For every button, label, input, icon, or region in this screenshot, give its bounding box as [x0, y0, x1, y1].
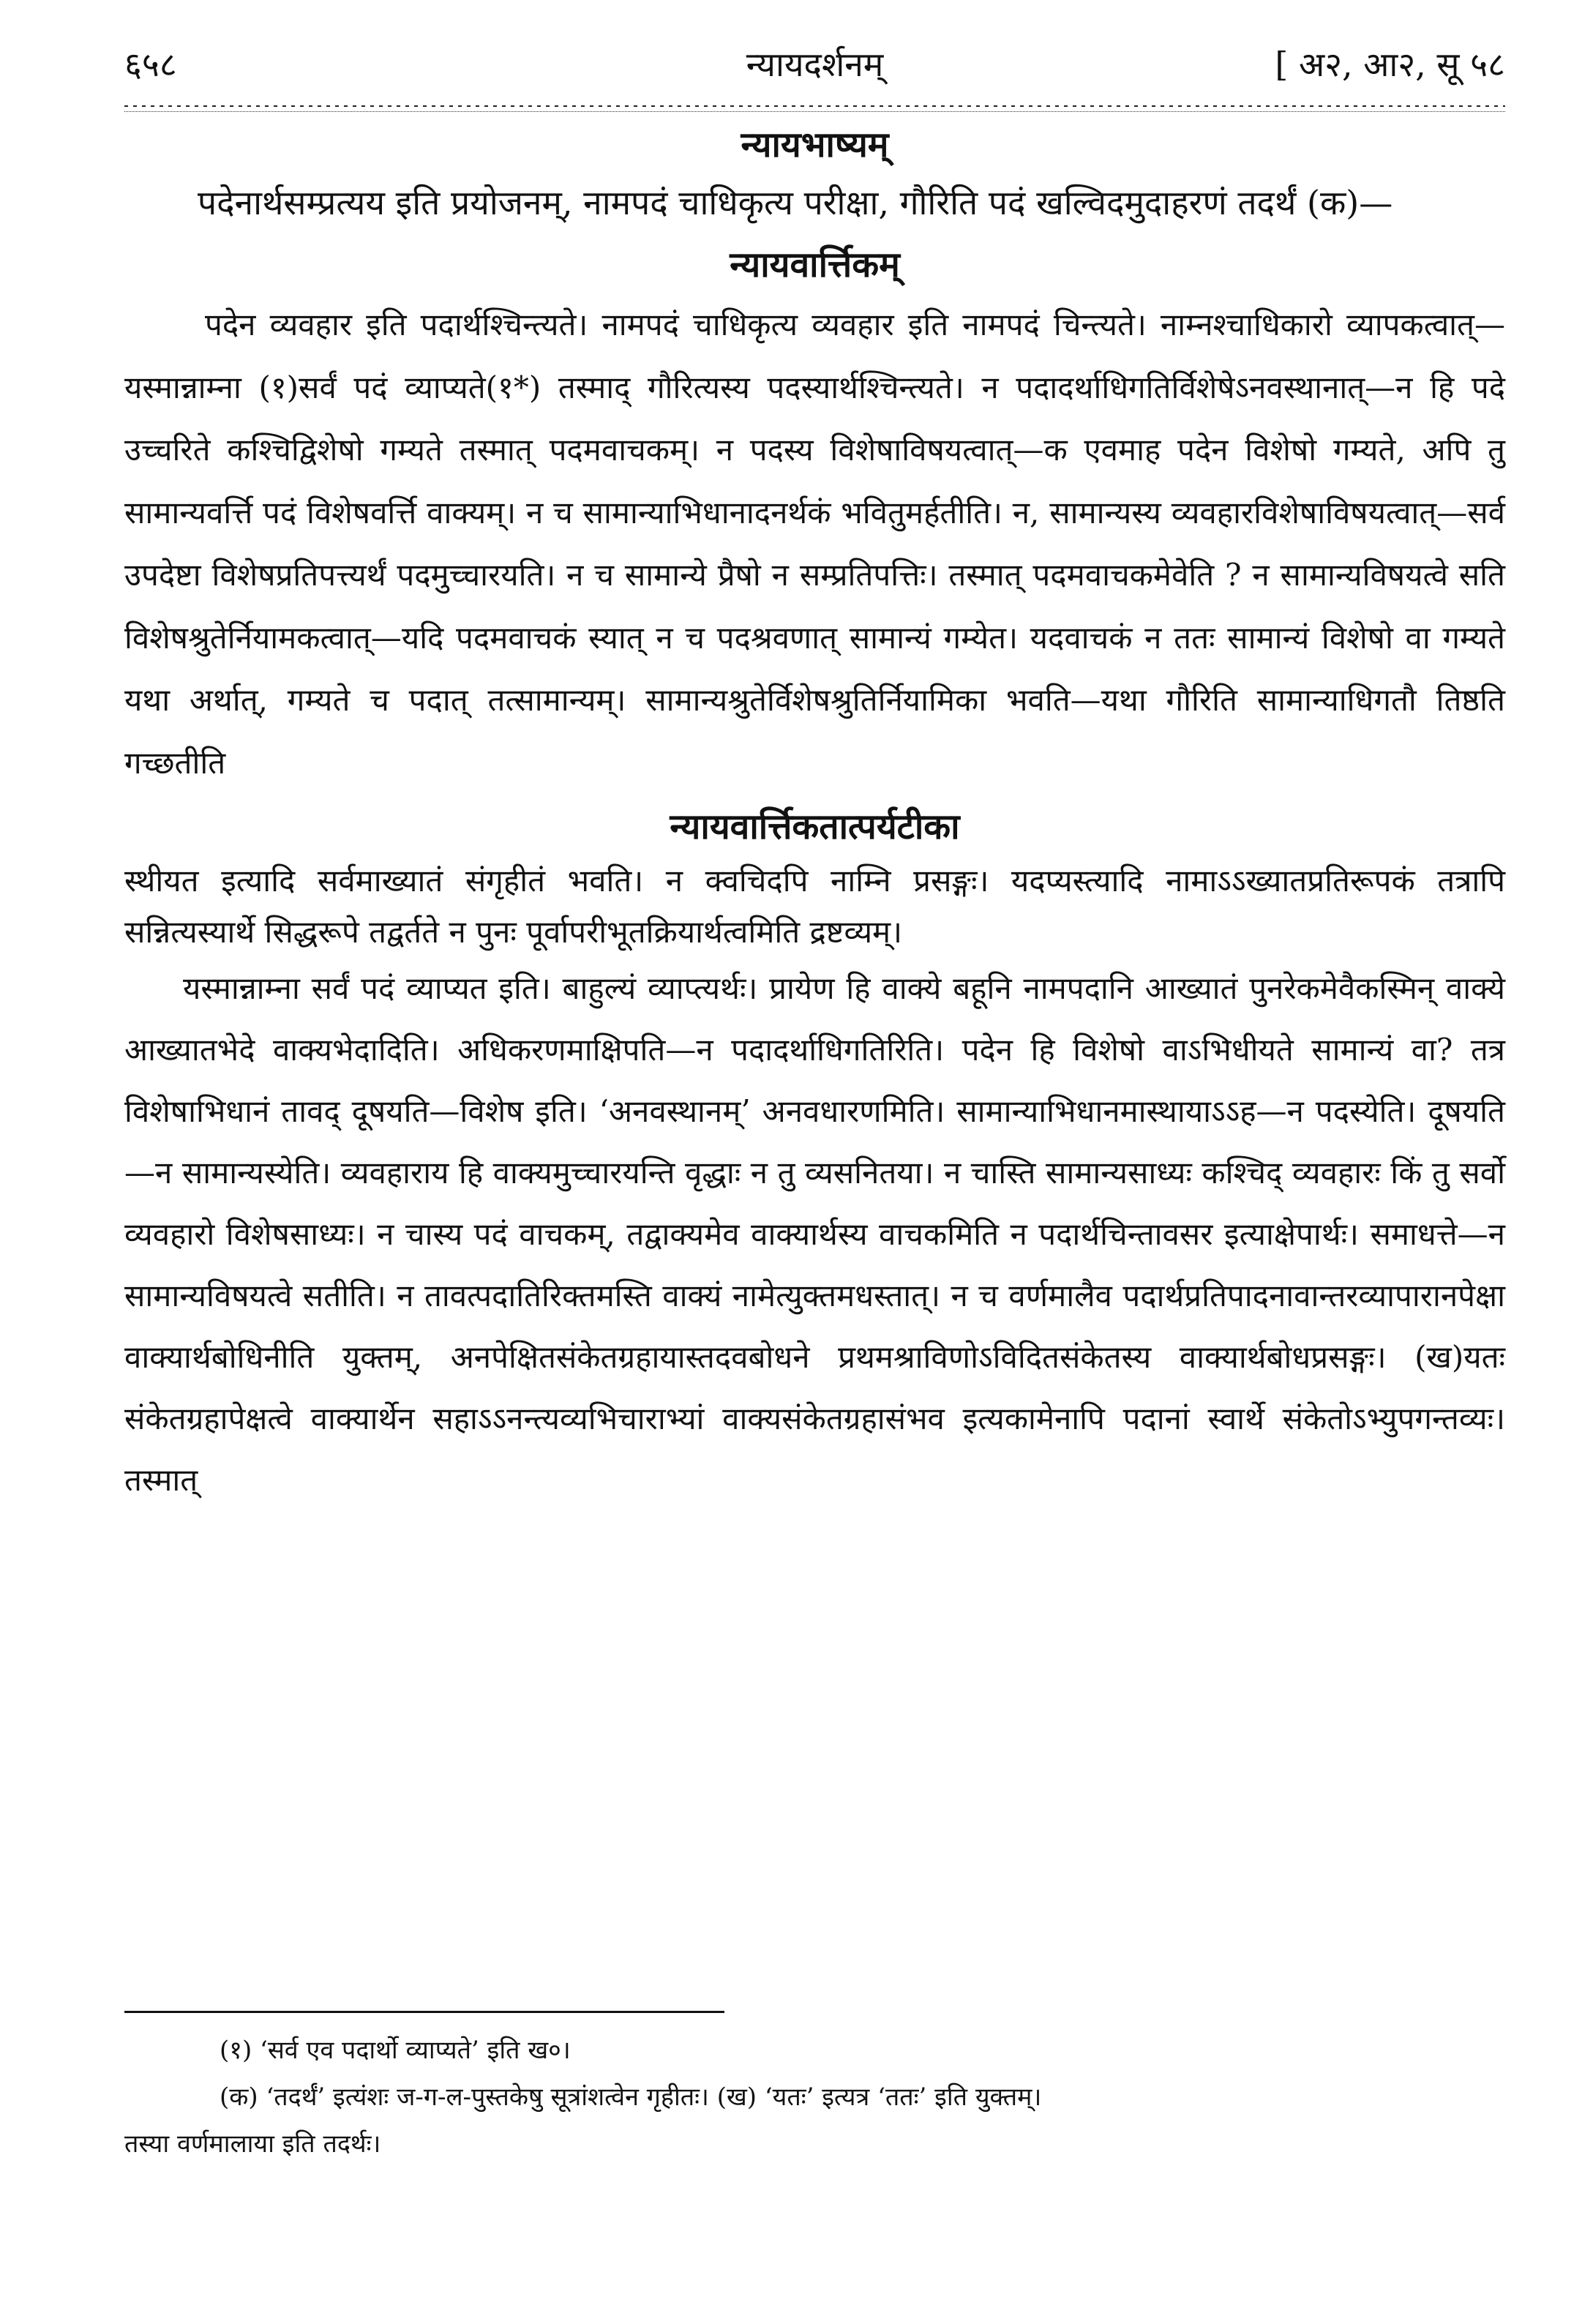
section-reference: [ अ२, आ२, सू ५८: [1275, 45, 1505, 84]
running-head: [124, 29, 1505, 100]
footnote-continuation: तस्या वर्णमालाया इति तदर्थः।: [124, 2129, 381, 2159]
bhashya-heading: न्यायभाष्यम्: [741, 124, 889, 165]
vartika-heading: न्यायवार्त्तिकम्: [730, 244, 900, 285]
footnote-divider: [124, 2011, 724, 2013]
footnote-ka-kha: (क) ‘तदर्थं’ इत्यंशः ज-ग-ल-पुस्तकेषु सूत्रांशत्वेन गृहीतः। (ख) ‘यतः’ इत्यत्र ‘ततः’ इति युक्तम्।: [220, 2083, 1042, 2112]
header-divider: [124, 101, 1505, 112]
tika-paragraph-1: स्थीयत इत्यादि सर्वमाख्यातं संगृहीतं भवति। न क्वचिदपि नाम्नि प्रसङ्गः। यदप्यस्त्यादि नामाऽऽख्यातप्रतिरूपकं तत्रापि सन्नित्यस्यार्थे सिद्धरूपे तद्वर्तते न पुनः पूर्वापरीभूतक्रियार्थत्वमिति द्रष्टव्यम्।: [124, 863, 1505, 950]
page-number: ६५८: [124, 45, 177, 84]
footnotes: [124, 2027, 1505, 2167]
footnote-1: (१) ‘सर्व एव पदार्थो व्याप्यते’ इति ख०।: [220, 2036, 571, 2065]
tika-paragraph-2: यस्मान्नाम्ना सर्वं पदं व्याप्यत इति। बाहुल्यं व्याप्त्यर्थः। प्रायेण हि वाक्ये बहूनि नामपदानि आख्यातं पुनरेकमेवैकस्मिन् वाक्ये आख्यातभेदे वाक्यभेदादिति। अधिकरणमाक्षिपति—न पदादर्थाधिगतिरिति। पदेन हि विशेषो वाऽभिधीयते सामान्यं वा? तत्र विशेषाभिधानं तावद् दूषयति—विशेष इति। ‘अनवस्थानम्’ अनवधारणमिति। सामान्याभिधानमास्थायाऽऽह—न पदस्येति। दूषयति—न सामान्यस्येति। व्यवहाराय हि वाक्यमुच्चारयन्ति वृद्धाः न तु व्यसनितया। न चास्ति सामान्यसाध्यः कश्चिद् व्यवहारः किं तु सर्वो व्यवहारो विशेषसाध्यः। न चास्य पदं वाचकम्, तद्वाक्यमेव वाक्यार्थस्य वाचकमिति न पदार्थचिन्तावसर इत्याक्षेपार्थः। समाधत्ते—न सामान्यविषयत्वे सतीति। न तावत्पदातिरिक्तमस्ति वाक्यं नामेत्युक्तमधस्तात्। न च वर्णमालैव पदार्थप्रतिपादनावान्तरव्यापारानपेक्षा वाक्यार्थबोधिनीति युक्तम्, अनपेक्षितसंकेतग्रहायास्तदवबोधने प्रथमश्राविणोऽविदितसंकेतस्य वाक्यार्थबोधप्रसङ्गः। (ख)यतः संकेतग्रहापेक्षत्वे वाक्यार्थेन सहाऽऽनन्त्यव्यभिचाराभ्यां वाक्यसंकेतग्रहासंभव इत्यकामेनापि पदानां स्वार्थे संकेतोऽभ्युपगन्तव्यः। तस्मात्: [124, 970, 1505, 1498]
running-title: न्यायदर्शनम्: [746, 45, 884, 84]
tika-heading: न्यायवार्त्तिकतात्पर्यटीका: [670, 806, 960, 847]
vartika-text: पदेन व्यवहार इति पदार्थश्चिन्त्यते। नामपदं चाधिकृत्य व्यवहार इति नामपदं चिन्त्यते। नाम्नश्चाधिकारो व्यापकत्वात्—यस्मान्नाम्ना (१)सर्वं पदं व्याप्यते(१*) तस्माद् गौरित्यस्य पदस्यार्थश्चिन्त्यते। न पदादर्थाधिगतिर्विशेषेऽनवस्थानात्—न हि पदे उच्चरिते कश्चिद्विशेषो गम्यते तस्मात् पदमवाचकम्। न पदस्य विशेषाविषयत्वात्—क एवमाह पदेन विशेषो गम्यते, अपि तु सामान्यवर्त्ति पदं विशेषवर्त्ति वाक्यम्। न च सामान्याभिधानादनर्थकं भवितुमर्हतीति। न, सामान्यस्य व्यवहारविशेषाविषयत्वात्—सर्व उपदेष्टा विशेषप्रतिपत्त्यर्थं पदमुच्चारयति। न च सामान्ये प्रैषो न सम्प्रतिपत्तिः। तस्मात् पदमवाचकमेवेति ? न सामान्यविषयत्वे सति विशेषश्रुतेर्नियामकत्वात्—यदि पदमवाचकं स्यात् न च पदश्रवणात् सामान्यं गम्येत। यदवाचकं न ततः सामान्यं विशेषो वा गम्यते यथा अर्थात्, गम्यते च पदात् तत्सामान्यम्। सामान्यश्रुतेर्विशेषश्रुतिर्नियामिका भवति—यथा गौरिति सामान्याधिगतौ तिष्ठति गच्छतीति: [124, 307, 1505, 781]
bhashya-text: पदेनार्थसम्प्रत्यय इति प्रयोजनम्, नामपदं चाधिकृत्य परीक्षा, गौरिति पदं खल्विदमुदाहरणं तदर्थं (क)—: [198, 183, 1393, 222]
